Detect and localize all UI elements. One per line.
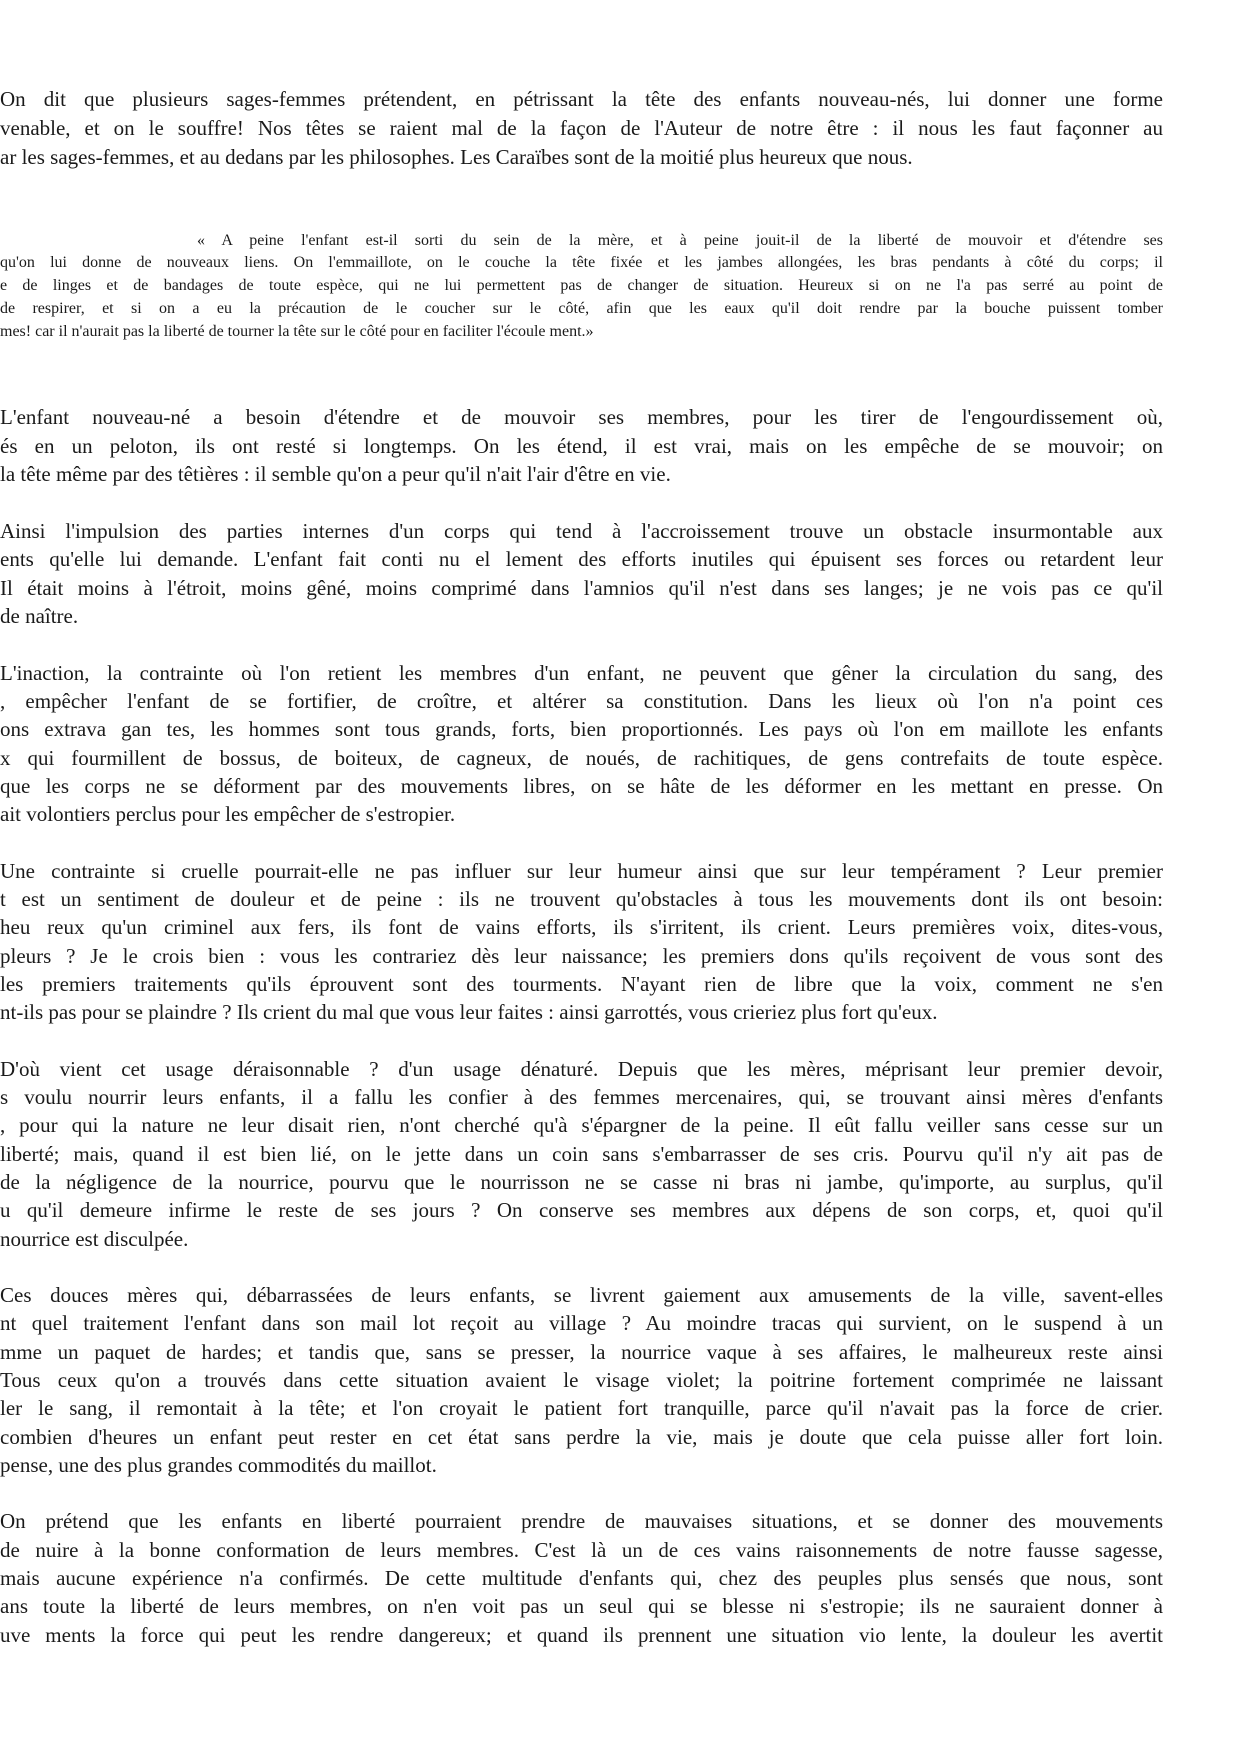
- text-line: mme un paquet de hardes; et tandis que, sans se presser, la nourrice vaque à ses affaires, le malheureux reste ainsi: [0, 1340, 1163, 1364]
- text-line: nt-ils pas pour se plaindre ? Ils crient du mal que vous leur faites : ainsi garrottés, vous crieriez plus fort qu'eux.: [0, 1000, 938, 1024]
- text-line: ons extrava gan tes, les hommes sont tous grands, forts, bien proportionnés. Les pays où l'on em maillote les enfants: [0, 717, 1163, 741]
- text-line: On prétend que les enfants en liberté pourraient prendre de mauvaises situations, et se donner des mouvements: [0, 1509, 1163, 1533]
- text-line: venable, et on le souffre! Nos têtes se raient mal de la façon de l'Auteur de notre être : il nous les faut façonner au: [0, 116, 1163, 140]
- text-line: nt quel traitement l'enfant dans son mail lot reçoit au village ? Au moindre tracas qui survient, on le suspend à un: [0, 1311, 1163, 1335]
- text-line: Ainsi l'impulsion des parties internes d'un corps qui tend à l'accroissement trouve un obstacle insurmontable aux: [0, 519, 1163, 543]
- quote-line: e de linges et de bandages de toute espèce, qui ne lui permettent pas de changer de situation. Heureux si on ne l'a pas serré au point de: [0, 277, 1163, 294]
- text-line: , pour qui la nature ne leur disait rien, n'ont cherché qu'à s'épargner de la peine. Il eût fallu veiller sans cesse sur un: [0, 1113, 1163, 1137]
- text-line: de naître.: [0, 604, 79, 628]
- text-line: , empêcher l'enfant de se fortifier, de croître, et altérer sa constitution. Dans les lieux où l'on n'a point ces: [0, 689, 1163, 713]
- text-line: pense, une des plus grandes commodités du maillot.: [0, 1453, 437, 1477]
- text-line: la tête même par des têtières : il semble qu'on a peur qu'il n'ait l'air d'être en vie.: [0, 462, 671, 486]
- text-line: que les corps ne se déforment par des mouvements libres, on se hâte de les déformer en les mettant en presse. On: [0, 774, 1163, 798]
- text-line: combien d'heures un enfant peut rester en cet état sans perdre la vie, mais je doute que cela puisse aller fort loin.: [0, 1425, 1163, 1449]
- text-line: D'où vient cet usage déraisonnable ? d'un usage dénaturé. Depuis que les mères, méprisant leur premier devoir,: [0, 1057, 1163, 1081]
- text-line: s voulu nourrir leurs enfants, il a fallu les confier à des femmes mercenaires, qui, se trouvant ainsi mères d'enfants: [0, 1085, 1163, 1109]
- quote-line: de respirer, et si on a eu la précaution de le coucher sur le côté, afin que les eaux qu'il doit rendre par la bouche puissent tomber: [0, 300, 1163, 317]
- text-line: Une contrainte si cruelle pourrait-elle ne pas influer sur leur humeur ainsi que sur leur tempérament ? Leur premier: [0, 859, 1163, 883]
- text-line: t est un sentiment de douleur et de peine : ils ne trouvent qu'obstacles à tous les mouvements dont ils ont besoin:: [0, 887, 1163, 911]
- text-line: liberté; mais, quand il est bien lié, on le jette dans un coin sans s'embarrasser de ses cris. Pourvu qu'il n'y ait pas de: [0, 1142, 1163, 1166]
- text-line: nourrice est disculpée.: [0, 1227, 189, 1251]
- text-line: On dit que plusieurs sages-femmes prétendent, en pétrissant la tête des enfants nouveau-nés, lui donner une forme: [0, 87, 1163, 111]
- text-line: Tous ceux qu'on a trouvés dans cette situation avaient le visage violet; la poitrine fortement comprimée ne laissant: [0, 1368, 1163, 1392]
- text-line: ans toute la liberté de leurs membres, on n'en voit pas un seul qui se blesse ni s'estropie; ils ne sauraient donner à: [0, 1594, 1163, 1618]
- text-line: de la négligence de la nourrice, pourvu que le nourrisson ne se casse ni bras ni jambe, qu'importe, au surplus, qu'il: [0, 1170, 1163, 1194]
- text-line: Ces douces mères qui, débarrassées de leurs enfants, se livrent gaiement aux amusements de la ville, savent-elles: [0, 1283, 1163, 1307]
- text-line: uve ments la force qui peut les rendre dangereux; et quand ils prennent une situation vio lente, la douleur les avertit: [0, 1623, 1163, 1647]
- text-line: Il était moins à l'étroit, moins gêné, moins comprimé dans l'amnios qu'il n'est dans ses langes; je ne vois pas ce qu'il: [0, 576, 1163, 600]
- text-line: L'inaction, la contrainte où l'on retient les membres d'un enfant, ne peuvent que gêner la circulation du sang, des: [0, 661, 1163, 685]
- text-line: de nuire à la bonne conformation de leurs membres. C'est là un de ces vains raisonnements de notre fausse sagesse,: [0, 1538, 1163, 1562]
- text-line: mais aucune expérience n'a confirmés. De cette multitude d'enfants qui, chez des peuples plus sensés que nous, sont: [0, 1566, 1163, 1590]
- text-line: x qui fourmillent de bossus, de boiteux, de cagneux, de noués, de rachitiques, de gens contrefaits de toute espèce.: [0, 746, 1163, 770]
- text-line: L'enfant nouveau-né a besoin d'étendre et de mouvoir ses membres, pour les tirer de l'engourdissement où,: [0, 405, 1163, 429]
- quote-line: « A peine l'enfant est-il sorti du sein de la mère, et à peine jouit-il de la liberté de mouvoir et d'étendre ses: [197, 232, 1163, 249]
- text-line: heu reux qu'un criminel aux fers, ils font de vains efforts, ils s'irritent, ils crient. Leurs premières voix, dites-vous,: [0, 915, 1163, 939]
- quote-line: qu'on lui donne de nouveaux liens. On l'emmaillote, on le couche la tête fixée et les jambes allongées, les bras pendants à côté du corps; il: [0, 254, 1163, 271]
- text-line: ents qu'elle lui demande. L'enfant fait conti nu el lement des efforts inutiles qui épuisent ses forces ou retardent leur: [0, 547, 1163, 571]
- text-line: ler le sang, il remontait à la tête; et l'on croyait le patient fort tranquille, parce qu'il n'avait pas la force de crier.: [0, 1396, 1163, 1420]
- text-line: ait volontiers perclus pour les empêcher de s'estropier.: [0, 802, 456, 826]
- text-line: ar les sages-femmes, et au dedans par les philosophes. Les Caraïbes sont de la moitié plus heureux que nous.: [0, 145, 913, 169]
- text-line: les premiers traitements qu'ils éprouvent sont des tourments. N'ayant rien de libre que la voix, comment ne s'en: [0, 972, 1163, 996]
- quote-line: mes! car il n'aurait pas la liberté de tourner la tête sur le côté pour en faciliter l'écoule ment.»: [0, 323, 594, 340]
- text-line: pleurs ? Je le crois bien : vous les contrariez dès leur naissance; les premiers dons qu'ils reçoivent de vous sont des: [0, 944, 1163, 968]
- text-line: és en un peloton, ils ont resté si longtemps. On les étend, il est vrai, mais on les empêche de se mouvoir; on: [0, 434, 1163, 458]
- text-line: u qu'il demeure infirme le reste de ses jours ? On conserve ses membres aux dépens de son corps, et, quoi qu'il: [0, 1198, 1163, 1222]
